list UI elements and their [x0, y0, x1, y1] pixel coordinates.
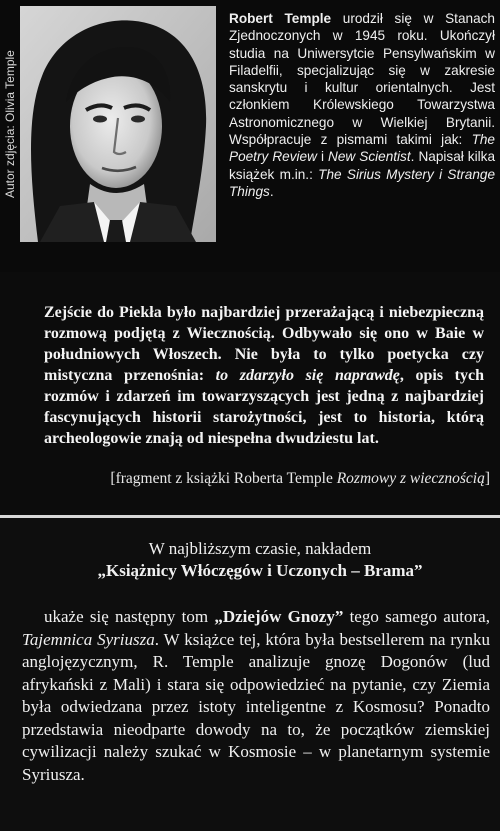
- magazine-title: New Scientist: [328, 149, 411, 165]
- quote-section: [0, 272, 500, 508]
- author-portrait: [20, 6, 216, 242]
- quote-source: [fragment z książki Roberta Temple Rozmowy z wiecznością]: [110, 470, 490, 487]
- author-bio: Robert Temple urodził się w Stanach Zjednoczonych w 1945 roku. Ukończył studia na Uniwersytcie Pensylwańskim w Filadelfii, specjalizując się w zakresie sanskrytu i kultur orientalnych. Jest członkiem Królewskiego Towarzystwa Astronomicznego w Wielkiej Brytanii. Współpracuje z pismami takimi jak: The Poetry Review i New Scientist. Napisał kilka książek m.in.: The Sirius Mystery i Strange Things.: [229, 11, 496, 199]
- announcement-line-1: W najbliższym czasie, nakładem: [148, 539, 372, 558]
- source-book-title: Rozmowy z wiecznością: [336, 470, 485, 487]
- author-section: [0, 0, 500, 272]
- series-title: „Dziejów Gnozy”: [214, 607, 344, 626]
- book-title: The Sirius Mystery: [318, 166, 434, 182]
- photo-credit: Autor zdjęcia: Olivia Temple: [3, 50, 17, 198]
- announcement-heading: [40, 538, 480, 582]
- book-quote: Zejście do Piekła było najbardziej przerażającą i niebezpieczną rozmową podjętą z Wiecznością. Odbywało się ono w Baie w południowych Włoszech. Nie była to tylko poetycka czy mistyczna przenośnia: to zdarzyło się naprawdę, opis tych rozmów i zdarzeń im towarzyszących jest jedną z najbardziej fascynujących historii starożytności, jest to historia, którą archeologowie znają od niespełna dwudziestu lat.: [44, 304, 485, 447]
- book-title: i Strange Things: [229, 166, 496, 199]
- quote-emphasis: to zdarzyło się naprawdę: [215, 367, 400, 384]
- author-name: Robert Temple: [229, 11, 332, 26]
- publisher-name: „Książnicy Włóczęgów i Uczonych – Brama”: [97, 561, 423, 580]
- magazine-title: The Poetry Review: [229, 132, 495, 165]
- announcement-section: [0, 518, 500, 831]
- book-title: Tajemnica Syriusza: [22, 629, 155, 649]
- announcement-body: ukaże się następny tom „Dziejów Gnozy” tego samego autora, Tajemnica Syriusza. W książce tej, która była bestsellerem na rynku anglojęzycznym, R. Temple analizuje gnozę Dogonów (lud afrykański z Mali) i stara się odpowiedzieć na pytanie, czy Ziemia była odwiedzana przez istoty inteligentne z Kosmosu? Ponadto przedstawia nieodparte dowody na to, że początków ziemskiej cywilizacji należy szukać w Kosmosie – w planetarnym systemie Syriusza.: [22, 607, 490, 784]
